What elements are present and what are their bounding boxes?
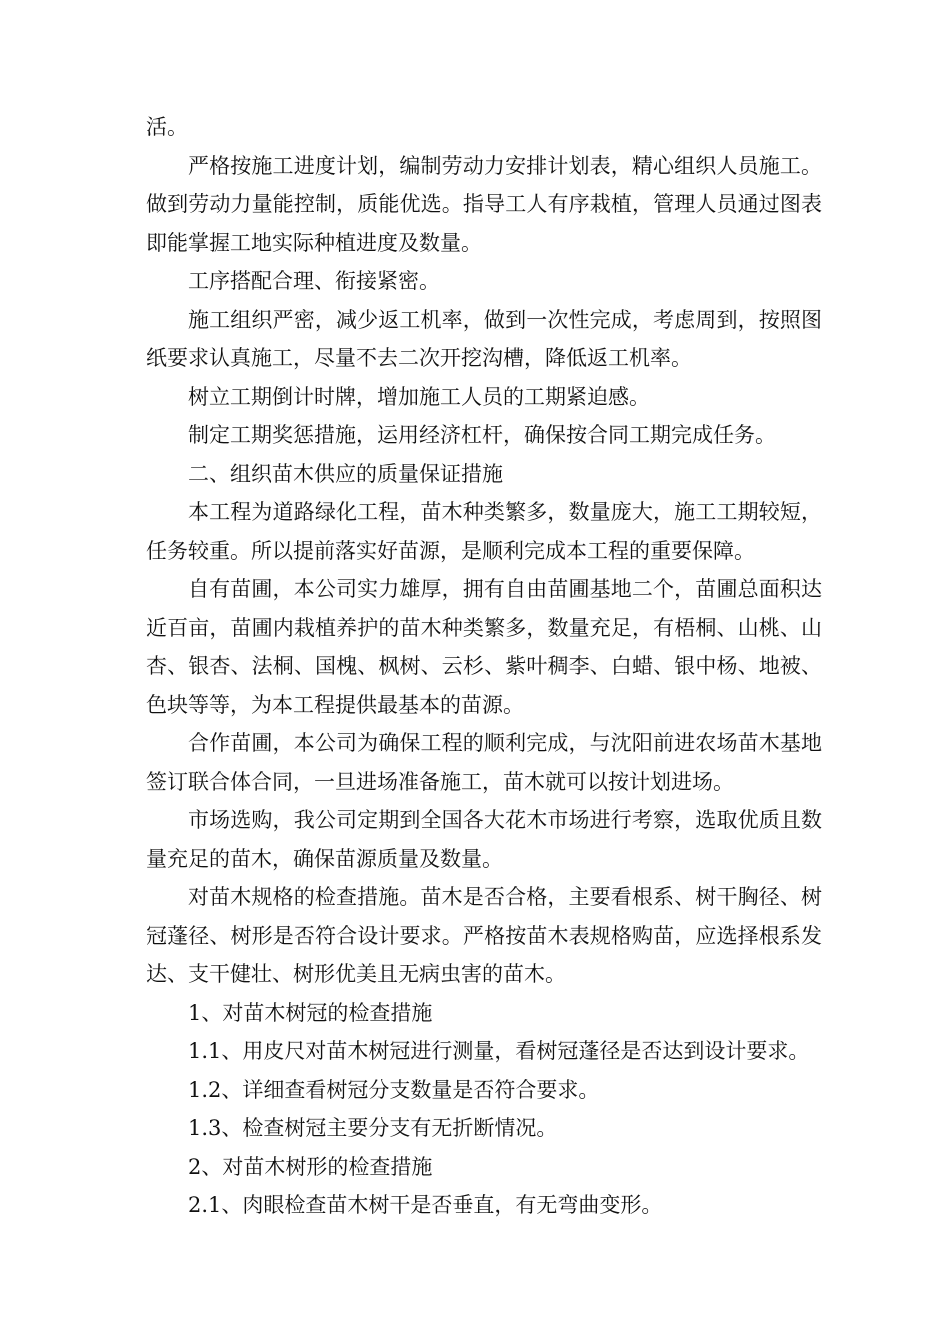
paragraph: 工序搭配合理、衔接紧密。 [188,269,440,293]
paragraph: 本工程为道路绿化工程，苗木种类繁多，数量庞大，施工工期较短，任务较重。所以提前落实好苗源，是顺利完成本工程的重要保障。 [146,500,822,563]
list-item: 1.3、检查树冠主要分支有无折断情况。 [188,1116,558,1140]
paragraph: 施工组织严密，减少返工机率，做到一次性完成，考虑周到，按照图纸要求认真施工，尽量不去二次开挖沟槽，降低返工机率。 [146,307,822,370]
list-item: 1.1、用皮尺对苗木树冠进行测量，看树冠蓬径是否达到设计要求。 [188,1039,810,1063]
subsection-heading: 2、对苗木树形的检查措施 [188,1154,433,1179]
paragraph: 自有苗圃，本公司实力雄厚，拥有自由苗圃基地二个，苗圃总面积达近百亩，苗圃内栽植养护的苗木种类繁多，数量充足，有梧桐、山桃、山杏、银杏、法桐、国槐、枫树、云杉、紫叶稠李、白蜡、银中杨、地被、色块等等，为本工程提供最基本的苗源。 [146,577,822,717]
paragraph: 制定工期奖惩措施，运用经济杠杆，确保按合同工期完成任务。 [188,423,776,447]
subsection-heading: 1、对苗木树冠的检查措施 [188,1000,433,1025]
list-item: 1.2、详细查看树冠分支数量是否符合要求。 [188,1077,600,1102]
document-body [146,108,822,1225]
paragraph: 市场选购，我公司定期到全国各大花木市场进行考察，选取优质且数量充足的苗木，确保苗源质量及数量。 [146,808,822,871]
paragraph: 合作苗圃，本公司为确保工程的顺利完成，与沈阳前进农场苗木基地签订联合体合同，一旦进场准备施工，苗木就可以按计划进场。 [146,731,822,794]
paragraph: 树立工期倒计时牌，增加施工人员的工期紧迫感。 [188,384,650,409]
paragraph: 严格按施工进度计划，编制劳动力安排计划表，精心组织人员施工。做到劳动力量能控制，质能优选。指导工人有序栽植，管理人员通过图表即能掌握工地实际种植进度及数量。 [146,153,822,255]
paragraph: 对苗木规格的检查措施。苗木是否合格，主要看根系、树干胸径、树冠蓬径、树形是否符合设计要求。严格按苗木表规格购苗，应选择根系发达、支干健壮、树形优美且无病虫害的苗木。 [146,885,822,986]
paragraph: 活。 [146,115,188,139]
section-heading: 二、组织苗木供应的质量保证措施 [188,461,503,486]
list-item: 2.1、肉眼检查苗木树干是否垂直，有无弯曲变形。 [188,1193,663,1217]
